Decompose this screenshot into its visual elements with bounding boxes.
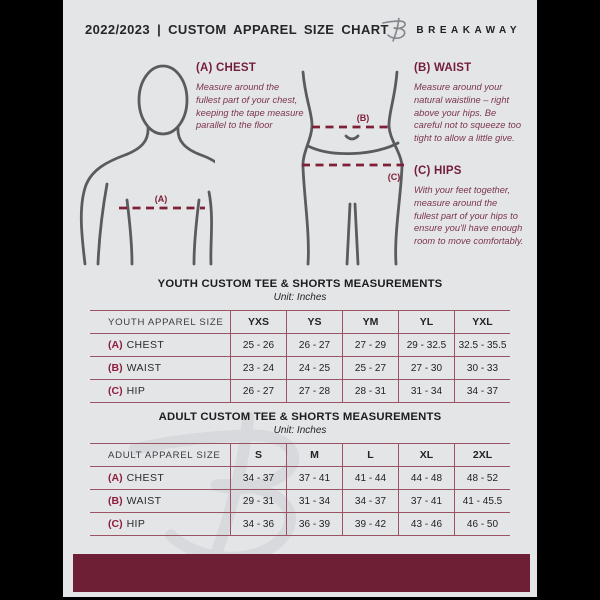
table-header-cell: S — [230, 444, 286, 466]
waist-description: Measure around your natural waistline – right above your hips. Be careful not to squeeze too tight to allow a little give. — [414, 82, 521, 144]
table-cell: 37 - 41 — [286, 467, 342, 489]
table-cell: 43 - 46 — [398, 513, 454, 535]
brand-name: BREAKAWAY — [416, 24, 521, 36]
table-cell: 34 - 36 — [230, 513, 286, 535]
row-label-cell — [90, 513, 230, 535]
table-header-cell: 2XL — [454, 444, 510, 466]
row-prefix: (B) — [108, 362, 123, 374]
row-prefix: (A) — [108, 472, 123, 484]
table-header-cell: M — [286, 444, 342, 466]
row-prefix: (C) — [108, 518, 123, 530]
table-header-cell: YXL — [454, 311, 510, 333]
hips-heading: (C) HIPS — [414, 165, 462, 177]
row-prefix: (C) — [108, 385, 123, 397]
chest-heading: (A) CHEST — [196, 62, 256, 74]
table-row — [90, 489, 510, 512]
row-label-cell — [90, 490, 230, 512]
table-header-cell: YOUTH APPAREL SIZE — [108, 316, 224, 328]
table-cell: 24 - 25 — [286, 357, 342, 379]
row-label: HIP — [126, 385, 146, 397]
table-header-cell: ADULT APPAREL SIZE — [108, 449, 221, 461]
row-label-cell — [90, 357, 230, 379]
table-cell: 44 - 48 — [398, 467, 454, 489]
table-cell: 41 - 44 — [342, 467, 398, 489]
table-cell: 25 - 27 — [342, 357, 398, 379]
row-label: CHEST — [126, 472, 165, 484]
youth-size-table — [90, 310, 510, 403]
table-cell: 31 - 34 — [398, 380, 454, 402]
brand-block — [381, 17, 521, 43]
table-cell: 27 - 28 — [286, 380, 342, 402]
table-header-cell: YXS — [230, 311, 286, 333]
adult-size-table — [90, 443, 510, 536]
adult-unit-label: Unit: Inches — [273, 425, 327, 436]
table-cell: 27 - 29 — [342, 334, 398, 356]
table-cell: 34 - 37 — [454, 380, 510, 402]
waist-instructions — [414, 62, 524, 145]
table-cell: 36 - 39 — [286, 513, 342, 535]
size-chart-page — [63, 0, 537, 597]
table-row — [90, 333, 510, 356]
table-header-cell: XL — [398, 444, 454, 466]
waist-marker-label: (B) — [356, 113, 370, 123]
table-header-row — [90, 310, 510, 333]
table-cell: 28 - 31 — [342, 380, 398, 402]
page-title: 2022/2023 | CUSTOM APPAREL SIZE CHART — [85, 22, 389, 37]
table-cell: 37 - 41 — [398, 490, 454, 512]
table-cell: 26 - 27 — [230, 380, 286, 402]
table-cell: 41 - 45.5 — [454, 490, 510, 512]
table-cell: 34 - 37 — [342, 490, 398, 512]
table-cell: 30 - 33 — [454, 357, 510, 379]
chest-marker-label: (A) — [154, 194, 168, 204]
row-label-cell — [90, 467, 230, 489]
youth-unit-label: Unit: Inches — [273, 292, 327, 303]
table-header-cell: YL — [398, 311, 454, 333]
chest-instructions — [196, 62, 306, 132]
table-header-row — [90, 443, 510, 466]
row-label-cell — [90, 334, 230, 356]
waist-heading: (B) WAIST — [414, 62, 472, 74]
table-cell: 27 - 30 — [398, 357, 454, 379]
row-label: HIP — [126, 518, 146, 530]
table-cell: 26 - 27 — [286, 334, 342, 356]
row-prefix: (A) — [108, 339, 123, 351]
lower-torso-figure-icon — [290, 56, 410, 268]
table-cell: 34 - 37 — [230, 467, 286, 489]
table-cell: 48 - 52 — [454, 467, 510, 489]
upper-torso-figure-icon — [75, 56, 215, 268]
table-cell: 46 - 50 — [454, 513, 510, 535]
table-header-cell: YS — [286, 311, 342, 333]
table-row — [90, 356, 510, 379]
table-row — [90, 379, 510, 402]
table-cell: 32.5 - 35.5 — [454, 334, 510, 356]
table-cell: 39 - 42 — [342, 513, 398, 535]
youth-section-title: YOUTH CUSTOM TEE & SHORTS MEASUREMENTS — [157, 278, 443, 290]
hips-description: With your feet together, measure around the fullest part of your hips to ensure you'll have enough room to move comfortably. — [414, 185, 524, 247]
row-label: WAIST — [126, 362, 162, 374]
row-label: CHEST — [126, 339, 165, 351]
hips-marker-label: (C) — [387, 172, 401, 182]
table-cell: 23 - 24 — [230, 357, 286, 379]
row-label: WAIST — [126, 495, 162, 507]
table-cell: 29 - 32.5 — [398, 334, 454, 356]
table-cell: 29 - 31 — [230, 490, 286, 512]
breakaway-logo-icon — [381, 17, 409, 43]
table-header-cell: L — [342, 444, 398, 466]
footer-accent-bar — [73, 554, 530, 592]
row-prefix: (B) — [108, 495, 123, 507]
table-row — [90, 512, 510, 535]
chest-description: Measure around the fullest part of your chest, keeping the tape measure parallel to the floor — [196, 82, 304, 131]
row-label-cell — [90, 380, 230, 402]
table-cell: 25 - 26 — [230, 334, 286, 356]
table-header-cell: YM — [342, 311, 398, 333]
adult-section-title: ADULT CUSTOM TEE & SHORTS MEASUREMENTS — [158, 411, 442, 423]
hips-instructions — [414, 165, 524, 248]
table-row — [90, 466, 510, 489]
table-cell: 31 - 34 — [286, 490, 342, 512]
